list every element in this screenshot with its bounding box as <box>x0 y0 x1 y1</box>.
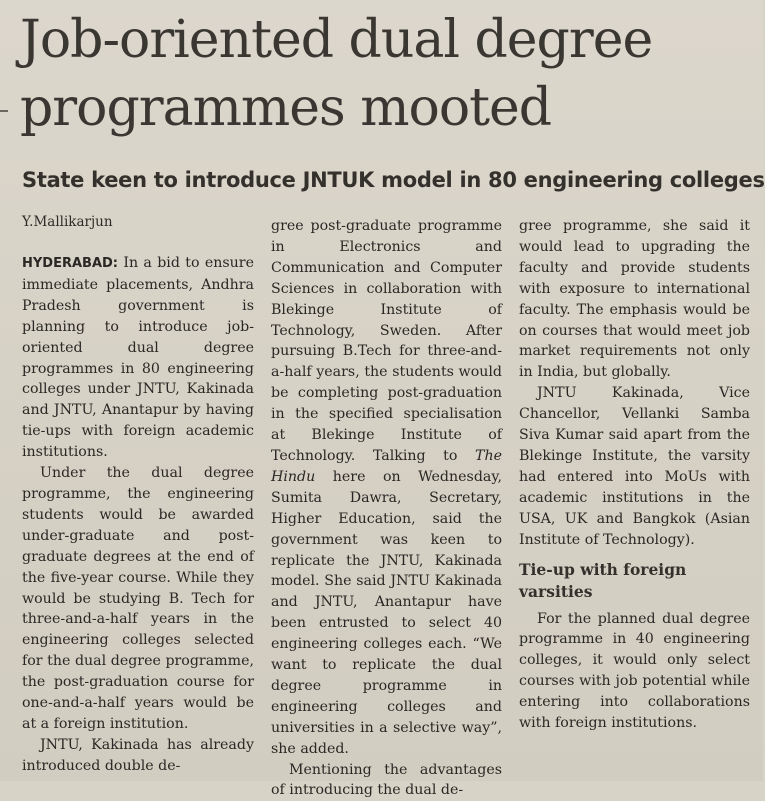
paragraph: Under the dual degree programme, the engineering students would be awarded under-graduate and post-graduate degrees at the end of the five-year course. While they would be studying B. Tech for three-and-a-half years in the engineering colleges selected for the dual degree programme, the post-graduation course for one-and-a-half years would be at a foreign institution. <box>22 465 254 732</box>
dateline: HYDERABAD: <box>22 256 118 271</box>
column-2 <box>271 216 502 801</box>
paragraph: JNTU Kakinada, Vice Chancellor, Vellanki Samba Siva Kumar said apart from the Blekinge Institute, the varsity had entered into MoUs with academic institutions in the USA, UK and Bangkok (Asian Institute of Technology). <box>519 385 750 548</box>
paragraph: For the planned dual degree programme in 40 engineering colleges, it would only select courses with job potential while entering into collaborations with foreign institutions. <box>519 610 750 732</box>
paragraph: JNTU, Kakinada has already introduced double de- <box>22 736 254 774</box>
paragraph <box>22 253 254 463</box>
column-1 <box>22 253 254 777</box>
section-subhead: Tie-up with foreign varsities <box>519 559 687 601</box>
paragraph-text: here on Wednesday, Sumita Dawra, Secretary, Higher Education, said the government was keen to replicate the JNTU, Kakinada model. She said JNTU Kakinada and JNTU, Anantapur have been entrusted to select 40 engineering colleges each. “We want to replicate the dual degree programme in engineering colleges and universities in a selective way”, she added. <box>271 468 502 757</box>
paragraph: Mentioning the advantages of introducing the dual de- <box>271 761 502 799</box>
paragraph <box>271 216 502 760</box>
paragraph-text: gree post-graduate programme in Electronics and Communication and Computer Sciences in collaboration with Blekinge Institute of Technology, Sweden. After pursuing B.Tech for three-and-a-half years, the students would be completing post-graduation in the specified specialisation at Blekinge Institute of Technology. Talking to <box>271 218 502 464</box>
newspaper-name: The Hindu <box>271 447 502 485</box>
paragraph: gree programme, she said it would lead to upgrading the faculty and provide students with exposure to international faculty. The emphasis would be on courses that would meet job market requirements not only in India, but globally. <box>519 218 750 381</box>
paragraph-text: In a bid to ensure immediate placements, Andhra Pradesh government is planning to introduce job-oriented dual degree programmes in 80 engineering colleges under JNTU, Kakinada and JNTU, Anantapur by having tie-ups with foreign academic institutions. <box>22 255 254 461</box>
headline: Job-oriented dual degree programmes mooted <box>20 10 653 138</box>
subheadline: State keen to introduce JNTUK model in 80 engineering colleges <box>22 168 765 192</box>
column-3 <box>519 216 750 734</box>
edge-mark <box>0 110 8 112</box>
byline: Y.Mallikarjun <box>22 214 113 230</box>
